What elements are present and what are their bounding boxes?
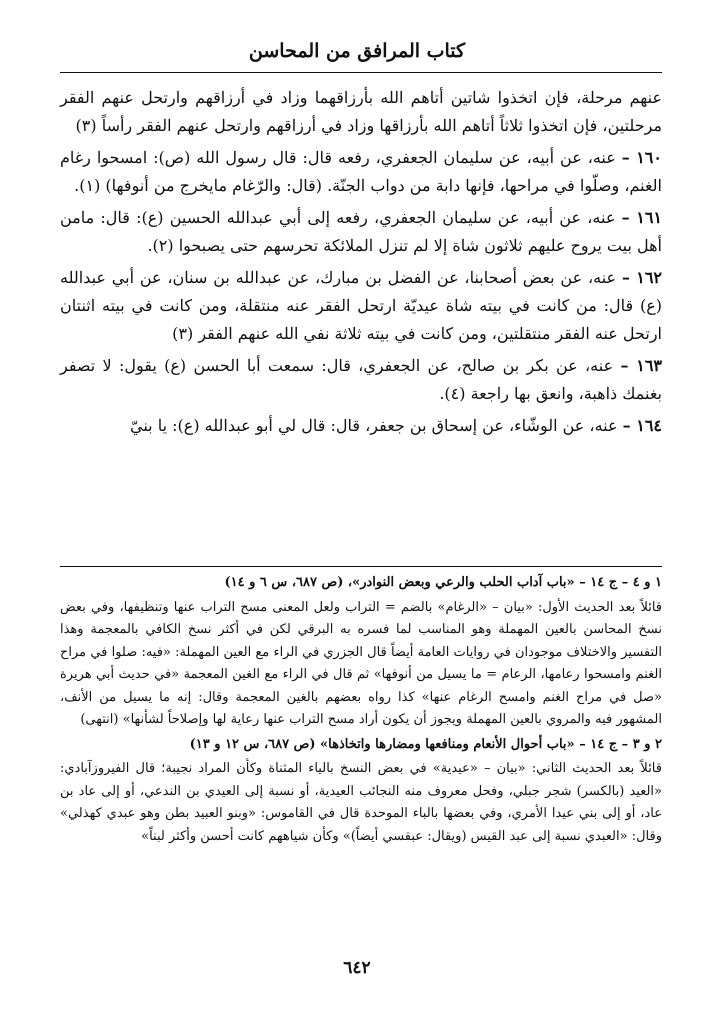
- footnote-1-ref: ١ و ٤ – ج ١٤ – «باب آداب الحلب والرعي وبعض النوادر»، (ص ٦٨٧، س ٦ و ١٤): [224, 575, 662, 590]
- hadith-163: [60, 352, 662, 408]
- footnote-2-ref: ٢ و ٣ – ج ١٤ – «باب أحوال الأنعام ومنافعها ومضارها واتخاذها» (ص ٦٨٧، س ١٢ و ١٣): [189, 736, 662, 752]
- intro-paragraph: عنهم مرحلة، فإن اتخذوا شاتين أتاهم الله بأرزاقهما وزاد في أرزاقهم وارتحل عنهم الفقر مرحلتين، فإن اتخذوا ثلاثاً أتاهم الله بأرزاقها وزاد في أرزاقهم وارتحل عنهم الفقر رأساً (٣): [60, 88, 662, 135]
- hadith-160: [60, 144, 662, 200]
- hadith-161: [60, 204, 662, 260]
- page-title: كتاب المرافق من المحاسن: [248, 40, 466, 62]
- hadith-number: ١٦٠ –: [621, 148, 662, 167]
- hadith-number: ١٦١ –: [621, 208, 663, 227]
- hadith-number: ١٦٤ –: [622, 416, 662, 435]
- hadith-text: عنه، عن الوشّاء، عن إسحاق بن جعفر، قال: قال لي أبو عبدالله (ع): يا بنيّ: [130, 416, 618, 435]
- footnote-divider: [60, 566, 662, 567]
- main-text: [60, 84, 662, 444]
- page-number: ٦٤٢: [343, 958, 371, 978]
- hadith-164: [60, 412, 662, 440]
- header-divider: [60, 72, 662, 73]
- hadith-text: عنه، عن بكر بن صالح، عن الجعفري، قال: سمعت أبا الحسن (ع) يقول: لا تصفر بغنمك ذاهبة، وانعق بها راجعة (٤).: [60, 356, 662, 403]
- hadith-text: عنه، عن أبيه، عن سليمان الجعفري، رفعه إلى أبي عبدالله الحسين (ع): قال: مامن أهل بيت يروح عليهم ثلاثون شاة إلا لم تنزل الملائكة تحرسهم حتى يصبحوا (٢).: [60, 208, 662, 255]
- hadith-162: [60, 264, 662, 348]
- footnote-1-text: قائلاً بعد الحديث الأول: «بيان – «الرغام» بالضم = التراب ولعل المعنى مسح التراب عنها وتنظيفها، وفي بعض نسخ المحاسن بالعين المهملة وهو المناسب لما فسره به البرقي لكن في أكثر نسخ الكافي بالمعجمة وهذا التفسير والاختلاف موجودان في روايات العامة أيضاً قال الجزري في الراء مع العين المهملة: «فيه: صلوا في مراح الغنم وامسحوا رعامها، الرعام = ما يسيل من أنوفها» ثم قال في الراء مع الغين المعجمة «في حديث أبي هريرة «صل في مراح الغنم وامسح الرغام عنها» كذا رواه بعضهم بالغين المعجمة وقال: إنه ما يسيل من الأنف، المشهور فيه والمروي بالعين المهملة ويجوز أن يكون أراد مسح التراب عنها رعاية لها وإصلاحاً لشأنها» (انتهى): [60, 599, 662, 727]
- footnote-2-text: قائلاً بعد الحديث الثاني: «بيان – «عيدية» في بعض النسخ بالياء المثناة وكأن المراد نجيبة؛ قال الفيروزآبادي: «العيد (بالكسر) شجر جبلي، وفحل معروف منه النجائب العيدية، أو نسبة إلى العيدي بن الندعي، أو إلى عاد بن عاد، أو إلى بني عيدا الأمري، وفي بعضها بالباء الموحدة قال في القاموس: «وبنو العبيد بطن وهو عبدي كهذلي» وقال: «العبدي نسبة إلى عبد القيس (ويقال: عبقسي أيضاً)» وكأن شياههم كانت أحسن وأكثر لبناً»: [60, 761, 662, 844]
- hadith-number: ١٦٢ –: [621, 268, 662, 287]
- hadith-text: عنه، عن بعض أصحابنا، عن الفضل بن مبارك، عن عبدالله بن سنان، عن أبي عبدالله (ع) قال: من كانت في بيته شاة عيديّة ارتحل الفقر عنه منتقلة، ومن كانت في بيته اثنتان ارتحل عنه الفقر منتقلتين، ومن كانت في بيته ثلاثة نفي الله عنهم الفقر (٣): [60, 268, 662, 343]
- hadith-number: ١٦٣ –: [620, 356, 663, 375]
- hadith-text: عنه، عن أبيه، عن سليمان الجعفري، رفعه قال: قال رسول الله (ص): امسحوا رغام الغنم، وصلّوا في مراحها، فإنها دابة من دواب الجنّة. (قال: والرّغام مايخرج من أنوفها) (١).: [60, 148, 662, 195]
- footnotes: [60, 572, 662, 850]
